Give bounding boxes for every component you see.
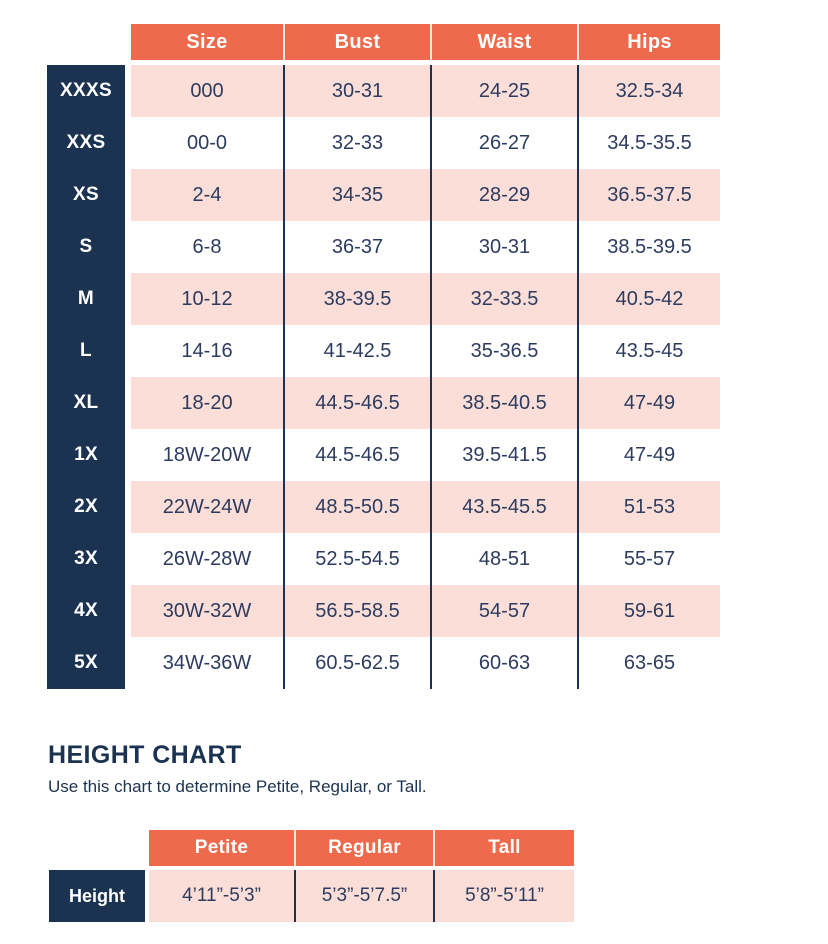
table-cell: 6-8: [131, 221, 283, 273]
table-cell: 4’11”-5’3”: [149, 870, 294, 922]
table-cell: 56.5-58.5: [283, 585, 430, 637]
table-cell: 35-36.5: [430, 325, 577, 377]
row-label-xs: XS: [47, 169, 125, 221]
height-chart-header-row: [149, 830, 574, 866]
size-chart-header-row: [131, 24, 720, 60]
table-cell: 59-61: [577, 585, 720, 637]
column-header-waist: Waist: [430, 24, 577, 60]
size-chart-body: [47, 65, 720, 689]
table-row: [47, 169, 720, 221]
table-cell: 52.5-54.5: [283, 533, 430, 585]
table-cell: 34W-36W: [131, 637, 283, 689]
table-cell: 47-49: [577, 377, 720, 429]
table-cell: 40.5-42: [577, 273, 720, 325]
table-cell: 43.5-45.5: [430, 481, 577, 533]
table-cell: 14-16: [131, 325, 283, 377]
table-cell: 00-0: [131, 117, 283, 169]
table-cell: 60-63: [430, 637, 577, 689]
table-cell: 51-53: [577, 481, 720, 533]
row-label-3x: 3X: [47, 533, 125, 585]
table-cell: 32.5-34: [577, 65, 720, 117]
table-cell: 44.5-46.5: [283, 377, 430, 429]
table-cell: 22W-24W: [131, 481, 283, 533]
table-cell: 43.5-45: [577, 325, 720, 377]
table-row: [47, 585, 720, 637]
table-row: [47, 481, 720, 533]
table-cell: 26W-28W: [131, 533, 283, 585]
row-label-2x: 2X: [47, 481, 125, 533]
table-cell: 32-33: [283, 117, 430, 169]
table-cell: 5’8”-5’11”: [433, 870, 574, 922]
table-cell: 32-33.5: [430, 273, 577, 325]
table-cell: 38.5-40.5: [430, 377, 577, 429]
table-row: [47, 533, 720, 585]
table-cell: 38-39.5: [283, 273, 430, 325]
table-cell: 36.5-37.5: [577, 169, 720, 221]
table-cell: 18-20: [131, 377, 283, 429]
table-cell: 63-65: [577, 637, 720, 689]
table-cell: 44.5-46.5: [283, 429, 430, 481]
table-cell: 24-25: [430, 65, 577, 117]
table-cell: 30-31: [430, 221, 577, 273]
table-cell: 47-49: [577, 429, 720, 481]
row-label-1x: 1X: [47, 429, 125, 481]
table-cell: 10-12: [131, 273, 283, 325]
table-cell: 30-31: [283, 65, 430, 117]
table-row: [47, 65, 720, 117]
table-cell: 55-57: [577, 533, 720, 585]
column-header-regular: Regular: [294, 830, 433, 866]
row-label-m: M: [47, 273, 125, 325]
height-chart-title: HEIGHT CHART: [48, 741, 242, 769]
table-row: [47, 325, 720, 377]
table-cell: 26-27: [430, 117, 577, 169]
table-cell: 18W-20W: [131, 429, 283, 481]
table-cell: 28-29: [430, 169, 577, 221]
column-header-petite: Petite: [149, 830, 294, 866]
table-cell: 60.5-62.5: [283, 637, 430, 689]
table-cell: 30W-32W: [131, 585, 283, 637]
column-header-hips: Hips: [577, 24, 720, 60]
column-header-tall: Tall: [433, 830, 574, 866]
row-label-xl: XL: [47, 377, 125, 429]
row-label-l: L: [47, 325, 125, 377]
row-label-xxxs: XXXS: [47, 65, 125, 117]
height-chart-data-row: [49, 870, 574, 922]
row-label-s: S: [47, 221, 125, 273]
table-row: [47, 117, 720, 169]
table-cell: 5’3”-5’7.5”: [294, 870, 433, 922]
table-row: [47, 221, 720, 273]
table-row: [47, 637, 720, 689]
height-chart-subtitle: Use this chart to determine Petite, Regular, or Tall.: [48, 777, 427, 796]
table-row: [47, 273, 720, 325]
row-label-4x: 4X: [47, 585, 125, 637]
row-label-height: Height: [49, 870, 145, 922]
table-cell: 39.5-41.5: [430, 429, 577, 481]
table-row: [47, 429, 720, 481]
table-cell: 34.5-35.5: [577, 117, 720, 169]
table-cell: 36-37: [283, 221, 430, 273]
table-cell: 54-57: [430, 585, 577, 637]
row-label-xxs: XXS: [47, 117, 125, 169]
table-cell: 48-51: [430, 533, 577, 585]
table-cell: 2-4: [131, 169, 283, 221]
column-header-bust: Bust: [283, 24, 430, 60]
table-cell: 48.5-50.5: [283, 481, 430, 533]
table-cell: 000: [131, 65, 283, 117]
table-row: [47, 377, 720, 429]
table-cell: 34-35: [283, 169, 430, 221]
column-header-size: Size: [131, 24, 283, 60]
table-cell: 41-42.5: [283, 325, 430, 377]
table-cell: 38.5-39.5: [577, 221, 720, 273]
row-label-5x: 5X: [47, 637, 125, 689]
